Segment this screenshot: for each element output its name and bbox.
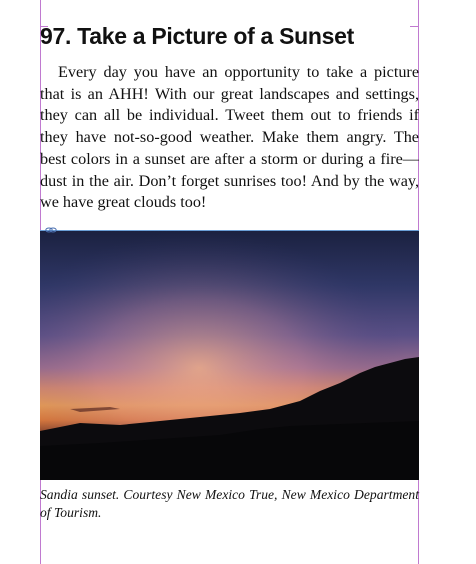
link-icon[interactable] bbox=[45, 227, 57, 233]
sunset-photo[interactable] bbox=[40, 231, 419, 480]
body-paragraph: Every day you have an opportunity to take a picture that is an AHH! With our great landscapes and settings, they can all be individual. Tweet them out to friends if they have not-so-good weather. Make them angry. The best colors in a sunset are after a storm or during a fire—dust in the air. Don’t forget sunrises too! And by the way, we have great clouds too! bbox=[40, 63, 419, 212]
text-frame[interactable] bbox=[40, 20, 419, 214]
photo-caption: Sandia sunset. Courtesy New Mexico True, New Mexico Department of Tourism. bbox=[40, 487, 419, 520]
page-title: 97. Take a Picture of a Sunset bbox=[40, 23, 354, 49]
